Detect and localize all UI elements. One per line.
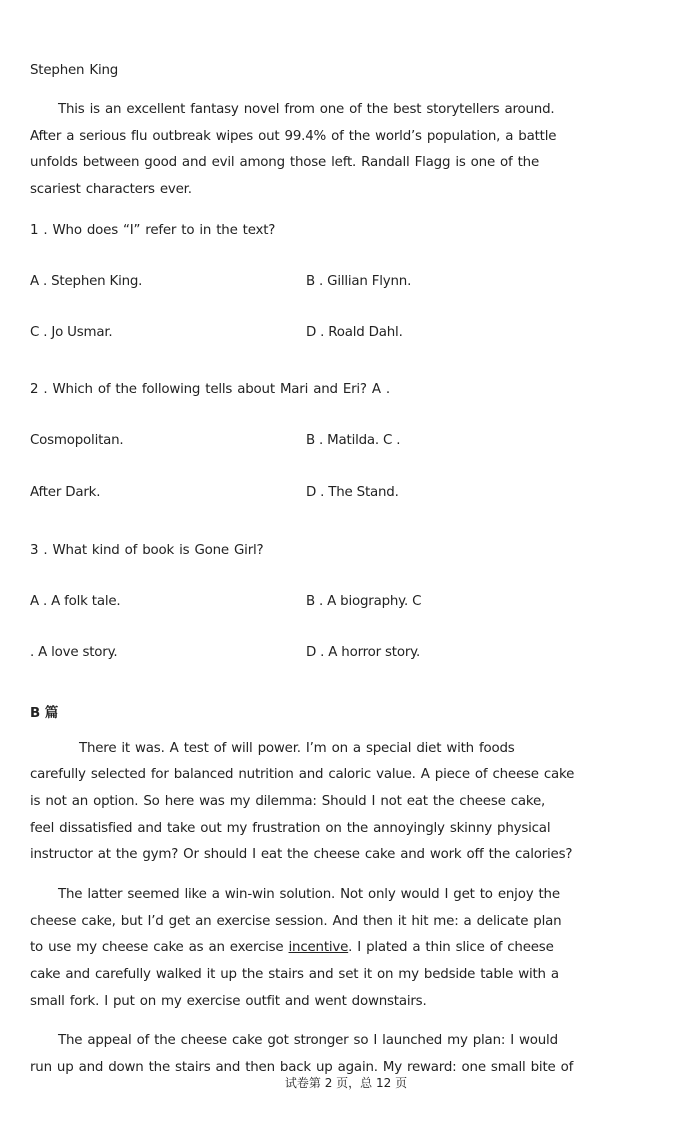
paragraph-line: After a serious flu outbreak wipes out 99.4% of the world’s population, a battle	[30, 129, 557, 144]
book-author: Stephen King	[30, 63, 119, 78]
paragraph-line: The latter seemed like a win-win solution. Not only would I get to enjoy the	[58, 887, 560, 902]
option-d: D . The Stand.	[306, 485, 399, 500]
paragraph-line: carefully selected for balanced nutrition and caloric value. A piece of cheese cake	[30, 767, 575, 782]
text-segment: to use my cheese cake as an exercise	[30, 940, 289, 955]
question-stem: 1 . Who does “I” refer to in the text?	[30, 223, 276, 238]
question-stem: 2 . Which of the following tells about Mari and Eri? A .	[30, 382, 390, 397]
paragraph-line: The appeal of the cheese cake got stronger so I launched my plan: I would	[58, 1033, 558, 1048]
paragraph-line: cheese cake, but I’d get an exercise session. And then it hit me: a delicate plan	[30, 914, 562, 929]
option-b: B . A biography. C	[306, 594, 422, 609]
option-c-text: . A love story.	[30, 645, 118, 660]
paragraph-line: run up and down the stairs and then back up again. My reward: one small bite of	[30, 1060, 574, 1075]
page-footer: 试卷第 2 页，总 12 页	[284, 1076, 408, 1090]
option-c: C . Jo Usmar.	[30, 325, 113, 340]
text-segment: . I plated a thin slice of cheese	[348, 940, 554, 955]
option-d: D . Roald Dahl.	[306, 325, 403, 340]
paragraph-line: small fork. I put on my exercise outfit and went downstairs.	[30, 994, 427, 1009]
paragraph-line: There it was. A test of will power. I’m on a special diet with foods	[79, 741, 515, 756]
paragraph-line: feel dissatisfied and take out my frustration on the annoyingly skinny physical	[30, 821, 551, 836]
paragraph-line: unfolds between good and evil among those left. Randall Flagg is one of the	[30, 155, 539, 170]
paragraph-line	[30, 939, 554, 957]
option-b: B . Matilda. C .	[306, 433, 401, 448]
paragraph-line: cake and carefully walked it up the stairs and set it on my bedside table with a	[30, 967, 559, 982]
option-a: A . A folk tale.	[30, 594, 121, 609]
paragraph-line: instructor at the gym? Or should I eat the cheese cake and work off the calories?	[30, 847, 573, 862]
option-a: A . Stephen King.	[30, 274, 143, 289]
section-heading: B 篇	[30, 706, 59, 721]
underlined-word: incentive	[288, 940, 349, 955]
option-b: B . Gillian Flynn.	[306, 274, 412, 289]
question-stem: 3 . What kind of book is Gone Girl?	[30, 543, 264, 558]
option-d: D . A horror story.	[306, 645, 421, 660]
paragraph-line: This is an excellent fantasy novel from one of the best storytellers around.	[58, 102, 555, 117]
option-a-text: Cosmopolitan.	[30, 433, 124, 448]
paragraph-line: scariest characters ever.	[30, 182, 192, 197]
option-c-text: After Dark.	[30, 485, 101, 500]
paragraph-line: is not an option. So here was my dilemma: Should I not eat the cheese cake,	[30, 794, 546, 809]
